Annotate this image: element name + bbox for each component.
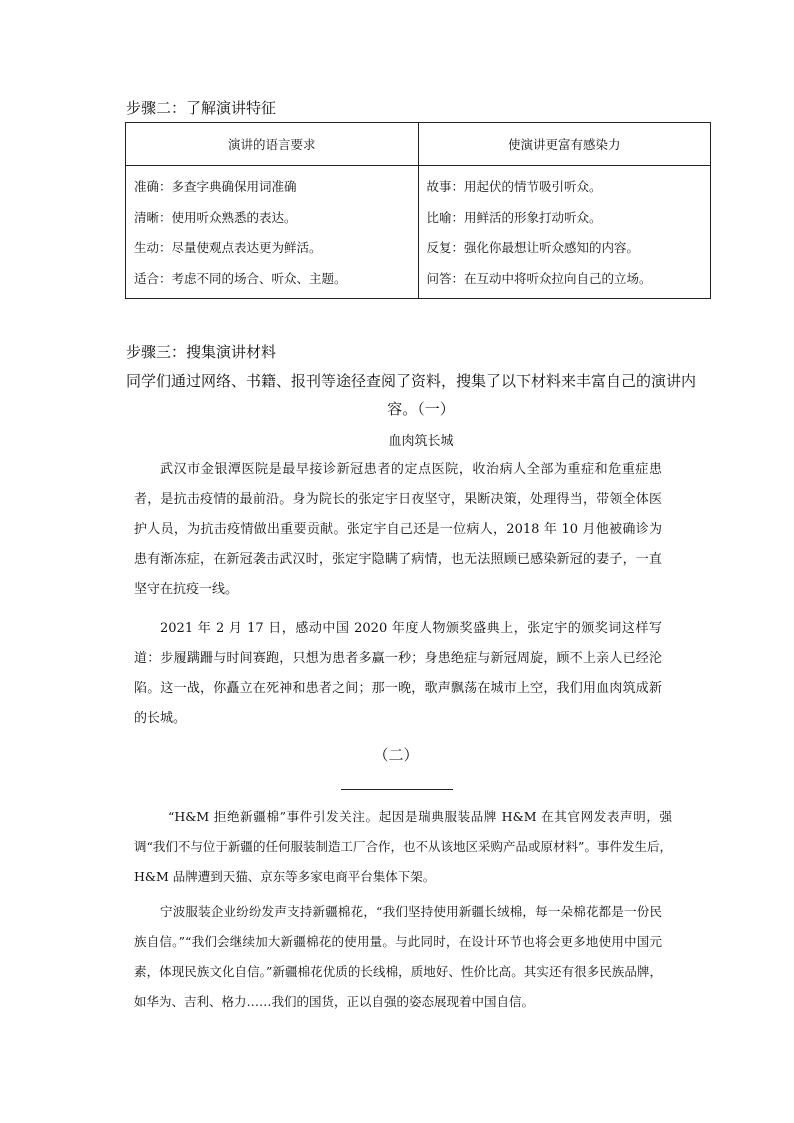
step3-intro-line2: 容。（一） [387, 400, 455, 418]
list-item: 适合：考虑不同的场合、听众、主题。 [134, 270, 347, 286]
table-header-language: 演讲的语言要求 [126, 123, 419, 166]
list-item: 问答：在互动中将听众拉向自己的立场。 [426, 270, 652, 286]
divider [341, 789, 453, 790]
step3-title: 步骤三：搜集演讲材料 [126, 343, 277, 361]
list-item: 比喻：用鲜活的形象打动听众。 [426, 209, 602, 225]
material2-para1: “H&M 拒绝新疆棉”事件引发关注。起因是瑞典服装品牌 H&M 在其官网发表声明，强调“我们不与位于新疆的任何服装制造工厂合作，也不从该地区采购产品或原材料”。事件发生后，H&M 品牌遭到天猫、京东等多家电商平台集体下架。 [134, 809, 672, 884]
material2-para2: 宁波服装企业纷纷发声支持新疆棉花，“我们坚持使用新疆长绒棉，每一朵棉花都是一份民族自信。”“我们会继续加大新疆棉花的使用量。与此同时，在设计环节也将会更多地使用中国元素，体现民族文化自信。”新疆棉花优质的长线棉，质地好、性价比高。其实还有很多民族品牌，如华为、吉利、格力……我们的国货，正以自强的姿态展现着中国自信。 [134, 904, 662, 1009]
material1-para1: 武汉市金银潭医院是最早接诊新冠患者的定点医院，收治病人全部为重症和危重症患者，是抗击疫情的最前沿。身为院长的张定宇日夜坚守，果断决策，处理得当，带领全体医护人员，为抗击疫情做出重要贡献。张定宇自己还是一位病人，2018 年 10 月他被确诊为患有渐冻症，在新冠袭击武汉时，张定宇隐瞒了病情，也无法照顾已感染新冠的妻子，一直坚守在抗疫一线。 [134, 462, 662, 597]
list-item: 准确：多查字典确保用词准确 [134, 179, 297, 194]
material2-label: （二） [373, 746, 419, 764]
appeal-techniques-cell [418, 166, 711, 299]
list-item: 清晰：使用听众熟悉的表达。 [134, 209, 297, 225]
list-item: 生动：尽量使观点表达更为鲜活。 [134, 240, 322, 255]
table-header-appeal: 使演讲更富有感染力 [418, 123, 711, 166]
step3-intro-line1: 同学们通过网络、书籍、报刊等途径查阅了资料，搜集了以下材料来丰富自己的演讲内 [126, 372, 697, 390]
material1-para2: 2021 年 2 月 17 日，感动中国 2020 年度人物颁奖盛典上，张定宇的颁奖词这样写道：步履蹒跚与时间赛跑，只想为患者多赢一秒；身患绝症与新冠周旋，顾不上亲人已经沦陷。这一战，你矗立在死神和患者之间；那一晚，歌声飘荡在城市上空，我们用血肉筑成新的长城。 [134, 621, 662, 726]
material1-title: 血肉筑长城 [388, 434, 454, 449]
step2-title: 步骤二：了解演讲特征 [126, 99, 277, 117]
speech-features-table [125, 122, 711, 299]
language-requirements-cell [126, 166, 419, 299]
list-item: 反复：强化你最想让听众感知的内容。 [426, 240, 640, 255]
list-item: 故事：用起伏的情节吸引听众。 [426, 179, 602, 194]
